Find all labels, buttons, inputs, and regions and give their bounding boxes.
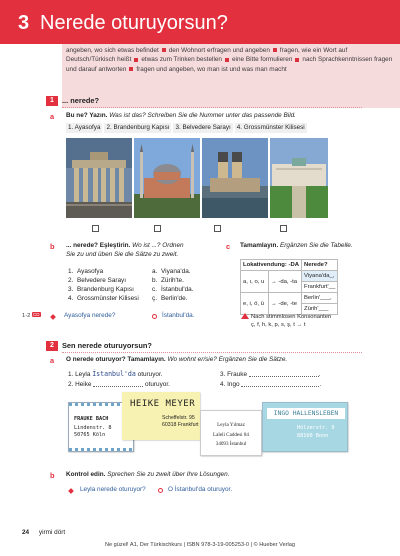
task-1b-italic: Sie zu und üben Sie die Sätze zu zweit. bbox=[66, 250, 179, 258]
handwritten-answer: İstanbul'da bbox=[92, 370, 136, 378]
card-last-name: MEYER bbox=[165, 399, 196, 409]
task-letter-a: a bbox=[50, 112, 55, 121]
bullet-square-icon bbox=[162, 48, 166, 52]
section-1-title: ... nerede? bbox=[62, 96, 99, 105]
chapter-title: Nerede oturuyorsun? bbox=[40, 12, 228, 34]
card-street: Scheffelstr. 95 bbox=[162, 415, 195, 421]
answer-checkbox[interactable] bbox=[214, 225, 221, 232]
task-letter-a: a bbox=[50, 356, 55, 365]
fill-ending: . bbox=[318, 371, 321, 378]
dialog-answer: İstanbul'da. bbox=[162, 312, 195, 319]
consonant-note bbox=[241, 313, 331, 329]
list-number: 1. bbox=[68, 268, 74, 275]
page-number-words: yirmi dört bbox=[38, 529, 66, 536]
list-text: Brandenburg Kapısı bbox=[77, 286, 134, 294]
answer-blank[interactable] bbox=[249, 370, 319, 377]
card-name: FRAUKE BACH bbox=[74, 416, 109, 422]
chapter-header bbox=[0, 0, 400, 44]
table-cell: e, i, ö, ü bbox=[241, 293, 269, 315]
speaker-b-icon bbox=[158, 488, 163, 493]
task-2a-instruction bbox=[66, 356, 287, 365]
goal-item: eine Bitte formulieren bbox=[232, 56, 293, 64]
list-number: 4. bbox=[68, 295, 74, 303]
card-city: 50765 Köln bbox=[74, 432, 106, 438]
section-1-number: 1 bbox=[46, 96, 58, 106]
goal-item: angeben, wo sich etwas befindet bbox=[66, 47, 159, 54]
airmail-border bbox=[69, 448, 133, 451]
list-number: ç. bbox=[152, 295, 157, 303]
answer-checkbox[interactable] bbox=[280, 225, 287, 232]
table-answer-cell[interactable]: Viyana'da_, bbox=[301, 271, 337, 282]
brandenburg-gate-photo bbox=[66, 138, 132, 218]
fill-number: 3. bbox=[220, 371, 226, 378]
list-item bbox=[152, 294, 194, 303]
audio-track-number: 1-2 bbox=[22, 313, 31, 319]
task-1b-bold: ... nerede? Eşleştirin. bbox=[66, 242, 131, 249]
task-2b-instruction bbox=[66, 471, 229, 480]
dialog-question: Leyla nerede oturuyor? bbox=[80, 486, 146, 493]
answer-blank[interactable] bbox=[241, 380, 322, 388]
section-2-number: 2 bbox=[46, 341, 58, 351]
section-2-title: Sen nerede oturuyorsun? bbox=[62, 341, 152, 350]
business-card-leyla bbox=[200, 410, 262, 456]
word-chip: 2. Brandenburg Kapısı bbox=[106, 124, 170, 131]
card-first-name: HEIKE bbox=[130, 399, 160, 409]
list-item bbox=[68, 276, 139, 285]
page-number: 24 bbox=[22, 529, 30, 536]
card-city: 34093 İstanbul bbox=[215, 441, 247, 447]
goal-item: fragen und angeben, wo man ist und was man macht bbox=[136, 65, 287, 73]
list-text: Zürih'te. bbox=[161, 277, 184, 285]
cd-icon: CD bbox=[33, 312, 40, 317]
task-letter-b: b bbox=[50, 471, 55, 480]
task-1a-instruction bbox=[66, 112, 296, 121]
answer-checkbox[interactable] bbox=[92, 225, 99, 232]
goal-item: nach Sprachkenntnissen fragen und darauf antworten bbox=[66, 56, 393, 73]
dialog-question: Ayasofya nerede? bbox=[64, 312, 116, 319]
list-item bbox=[152, 285, 194, 294]
business-card-heike bbox=[122, 392, 200, 440]
table-cell: → -de, -te bbox=[268, 293, 301, 315]
note-text: ç, f, h, k, p, s, ş, t → t bbox=[251, 321, 306, 328]
bullet-square-icon bbox=[129, 67, 133, 71]
bullet-square-icon bbox=[134, 58, 138, 62]
word-chip: 4. Grossmünster Kilisesi bbox=[236, 124, 305, 131]
list-text: İstanbul'da. bbox=[161, 286, 194, 294]
task-2a-italic: Wo wohnt er/sie? Ergänzen Sie die Sätze. bbox=[167, 356, 288, 363]
answer-checkbox[interactable] bbox=[154, 225, 161, 232]
list-text: Grossmünster Kilisesi bbox=[77, 295, 139, 303]
business-card-ingo bbox=[262, 402, 348, 452]
task-1b-italic: Wo ist ...? Ordnen bbox=[132, 242, 184, 249]
task-2a-bold: O nerede oturuyor? Tamamlayın. bbox=[66, 356, 166, 363]
fill-ending: . bbox=[319, 381, 322, 388]
locative-table bbox=[240, 259, 338, 315]
table-header-row bbox=[241, 260, 338, 271]
table-header: Nerede? bbox=[301, 260, 337, 271]
task-1c-bold: Tamamlayın. bbox=[240, 242, 279, 249]
dialog-answer: O İstanbul'da oturuyor. bbox=[168, 486, 233, 493]
table-answer-cell[interactable]: Frankfurt'__ bbox=[301, 282, 337, 293]
section-divider bbox=[62, 352, 362, 353]
answer-blank[interactable] bbox=[93, 380, 143, 387]
fill-sentence bbox=[68, 380, 170, 389]
list-item bbox=[68, 267, 139, 276]
fill-name: Ingo bbox=[227, 381, 240, 388]
city-list bbox=[152, 267, 194, 303]
card-name: INGO HALLENSLEBEN bbox=[267, 408, 345, 419]
publisher-line: Ne güzel! A1, Der Türkischkurs | ISBN 978-3-19-005253-0 | © Hueber Verlag bbox=[104, 542, 296, 548]
list-text: Belvedere Sarayı bbox=[77, 277, 127, 285]
table-header: Lokativendung: -DA bbox=[241, 260, 302, 271]
table-cell: a, ı, o, u bbox=[241, 271, 269, 293]
list-text: Viyana'da. bbox=[161, 268, 191, 275]
note-text: Nach stimmlosen Konsonanten bbox=[251, 314, 332, 320]
task-1c-italic: Ergänzen Sie die Tabelle. bbox=[280, 242, 353, 249]
list-item bbox=[152, 267, 194, 276]
fill-number: 1. bbox=[68, 371, 74, 378]
goal-item: fragen, wie ein Wort auf Deutsch/Türkisch heißt bbox=[66, 47, 348, 64]
task-1b-instruction bbox=[66, 242, 226, 259]
list-item bbox=[68, 294, 139, 303]
card-street: Hölzerstr. 9 bbox=[297, 425, 335, 431]
speaker-a-icon bbox=[50, 314, 56, 320]
card-name bbox=[130, 399, 195, 409]
fill-sentence bbox=[220, 370, 321, 379]
fill-name: Leyla bbox=[75, 371, 91, 378]
list-item bbox=[152, 276, 194, 285]
word-chip: 1. Ayasofya bbox=[68, 124, 101, 131]
grossmuenster-photo bbox=[202, 138, 268, 218]
table-answer-cell[interactable]: Zürih'___ bbox=[301, 304, 337, 315]
card-name: Leyla Yılmaz bbox=[217, 422, 245, 428]
bullet-square-icon bbox=[225, 58, 229, 62]
goal-item: etwas zum Trinken bestellen bbox=[141, 56, 222, 64]
bullet-square-icon bbox=[295, 58, 299, 62]
fill-sentence bbox=[220, 380, 321, 389]
learning-goals bbox=[62, 44, 400, 108]
list-number: 3. bbox=[68, 286, 74, 294]
task-letter-c: c bbox=[226, 242, 231, 251]
list-number: b. bbox=[152, 277, 158, 285]
task-1a-bold: Bu ne? Yazın. bbox=[66, 112, 108, 119]
fill-name: Frauke bbox=[227, 371, 248, 378]
fill-ending: oturuyor. bbox=[137, 371, 163, 378]
card-address bbox=[162, 415, 199, 429]
card-city: 60318 Frankfurt bbox=[162, 422, 199, 428]
hagia-sophia-photo bbox=[134, 138, 200, 218]
card-city: 88160 Bonn bbox=[297, 433, 329, 439]
audio-track[interactable] bbox=[22, 312, 41, 319]
fill-sentence bbox=[68, 370, 163, 379]
page-footer bbox=[22, 529, 65, 536]
fill-number: 2. bbox=[68, 381, 74, 388]
bullet-square-icon bbox=[273, 48, 277, 52]
word-chip: 3. Belvedere Sarayı bbox=[175, 124, 231, 131]
landmark-photos bbox=[66, 138, 328, 218]
list-number: a. bbox=[152, 268, 158, 275]
list-item bbox=[68, 285, 139, 294]
table-answer-cell[interactable]: Berlin'___, bbox=[301, 293, 337, 304]
table-row bbox=[241, 271, 338, 282]
task-2b-bold: Kontrol edin. bbox=[66, 471, 106, 478]
warning-icon bbox=[241, 313, 249, 319]
chapter-number: 3 bbox=[18, 12, 30, 34]
list-text: Ayasofya bbox=[77, 268, 104, 275]
fill-name: Heike bbox=[75, 381, 92, 388]
section-divider bbox=[62, 107, 362, 108]
card-street: Lindenstr. 8 bbox=[74, 425, 112, 431]
list-number: 2. bbox=[68, 277, 74, 285]
fill-ending: oturuyor. bbox=[145, 381, 170, 388]
speaker-a-icon bbox=[68, 488, 74, 494]
task-1c-instruction bbox=[240, 242, 353, 251]
task-letter-b: b bbox=[50, 242, 55, 251]
list-text: Berlin'de. bbox=[161, 295, 188, 303]
fill-number: 4. bbox=[220, 381, 226, 388]
task-2b-italic: Sprechen Sie zu zweit über Ihre Lösungen. bbox=[107, 471, 230, 478]
speaker-b-icon bbox=[152, 314, 157, 319]
belvedere-photo bbox=[270, 138, 328, 218]
list-number: c. bbox=[152, 286, 157, 294]
word-bank bbox=[66, 123, 309, 133]
goal-item: den Wohnort erfragen und angeben bbox=[168, 47, 270, 54]
card-street: Laleli Caddesi 84 bbox=[213, 432, 249, 438]
table-row bbox=[241, 293, 338, 304]
landmark-list bbox=[68, 267, 139, 303]
table-cell: → -da, -ta bbox=[268, 271, 301, 293]
task-1a-italic: Was ist das? Schreiben Sie die Nummer unter das passende Bild. bbox=[109, 112, 296, 119]
